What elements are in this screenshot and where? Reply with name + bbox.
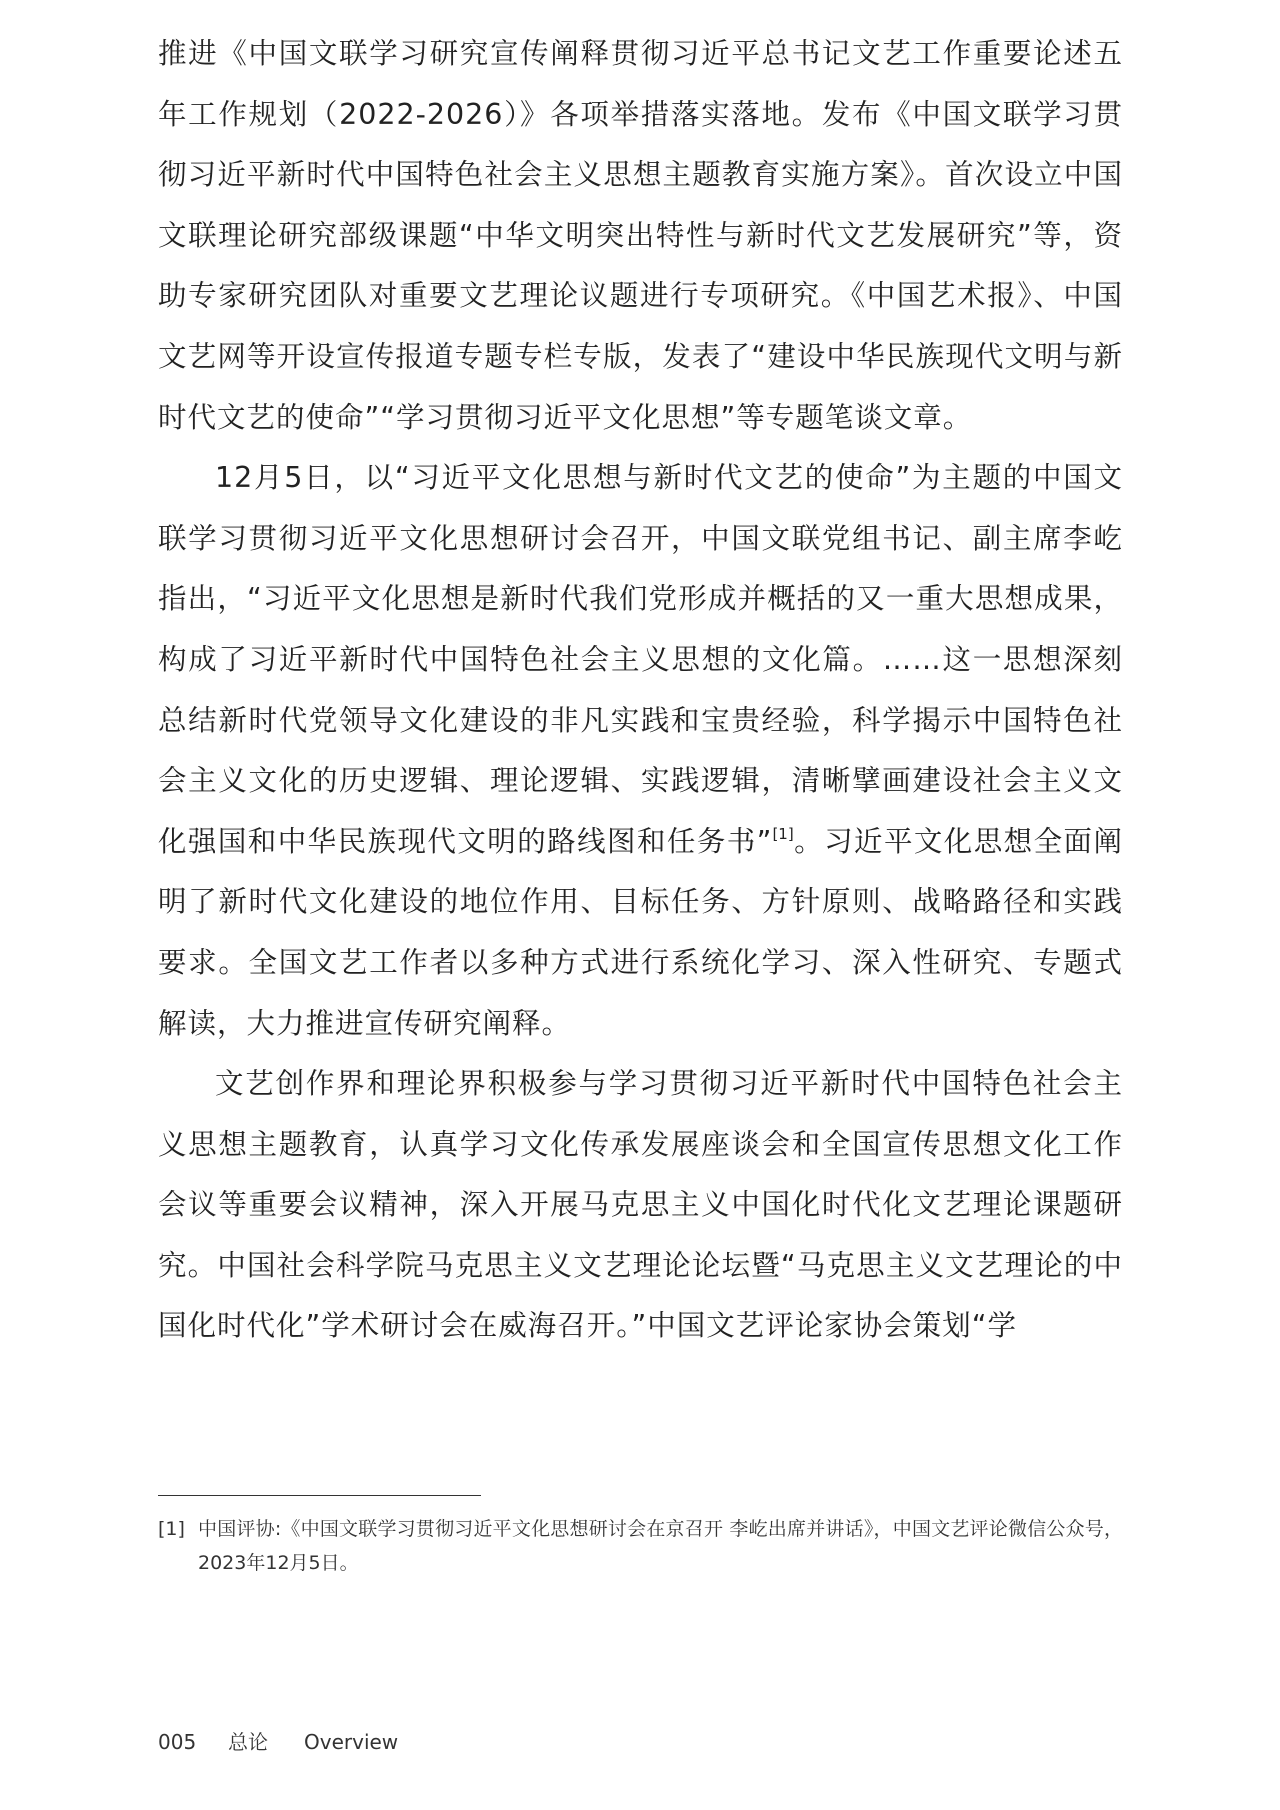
footnote-marker: [1]: [158, 1518, 185, 1540]
paragraph-1: 推进《中国文联学习研究宣传阐释贯彻习近平总书记文艺工作重要论述五年工作规划（2022-2026）》各项举措落实落地。发布《中国文联学习贯彻习近平新时代中国特色社会主义思想主题教育实施方案》。首次设立中国文联理论研究部级课题“中华文明突出特性与新时代文艺发展研究”等，资助专家研究团队对重要文艺理论议题进行专项研究。《中国艺术报》、中国文艺网等开设宣传报道专题专栏专版，发表了“建设中华民族现代文明与新时代文艺的使命”“学习贯彻习近平文化思想”等专题笔谈文章。: [158, 37, 1123, 434]
section-title-cn: 总论: [228, 1730, 268, 1754]
footnote-divider: [158, 1495, 481, 1496]
footnote-reference[interactable]: [1]: [772, 824, 794, 843]
footnote-text: 中国评协:《中国文联学习贯彻习近平文化思想研讨会在京召开 李屹出席并讲话》，中国文艺评论微信公众号，2023年12月5日。: [198, 1518, 1123, 1574]
paragraph-2-text-cont: 。习近平文化思想全面阐明了新时代文化建设的地位作用、目标任务、方针原则、战略路径和实践要求。全国文艺工作者以多种方式进行系统化学习、深入性研究、专题式解读，大力推进宣传研究阐释。: [158, 824, 1123, 1040]
section-title-en: Overview: [304, 1730, 399, 1754]
page-footer: [158, 1728, 398, 1756]
page-number: 005: [158, 1730, 197, 1754]
paragraph-3: 文艺创作界和理论界积极参与学习贯彻习近平新时代中国特色社会主义思想主题教育，认真学习文化传承发展座谈会和全国宣传思想文化工作会议等重要会议精神，深入开展马克思主义中国化时代化文艺理论课题研究。中国社会科学院马克思主义文艺理论论坛暨“马克思主义文艺理论的中国化时代化”学术研讨会在威海召开。”中国文艺评论家协会策划“学: [158, 1067, 1123, 1343]
paragraph-2-text: 12月5日，以“习近平文化思想与新时代文艺的使命”为主题的中国文联学习贯彻习近平文化思想研讨会召开，中国文联党组书记、副主席李屹指出，“习近平文化思想是新时代我们党形成并概括的又一重大思想成果，构成了习近平新时代中国特色社会主义思想的文化篇。……这一思想深刻总结新时代党领导文化建设的非凡实践和宝贵经验，科学揭示中国特色社会主义文化的历史逻辑、理论逻辑、实践逻辑，清晰擘画建设社会主义文化强国和中华民族现代文明的路线图和任务书”: [158, 461, 1123, 858]
paragraph-2: [158, 448, 1123, 1054]
body-text: [158, 24, 1123, 1357]
footnote: [158, 1512, 1123, 1580]
